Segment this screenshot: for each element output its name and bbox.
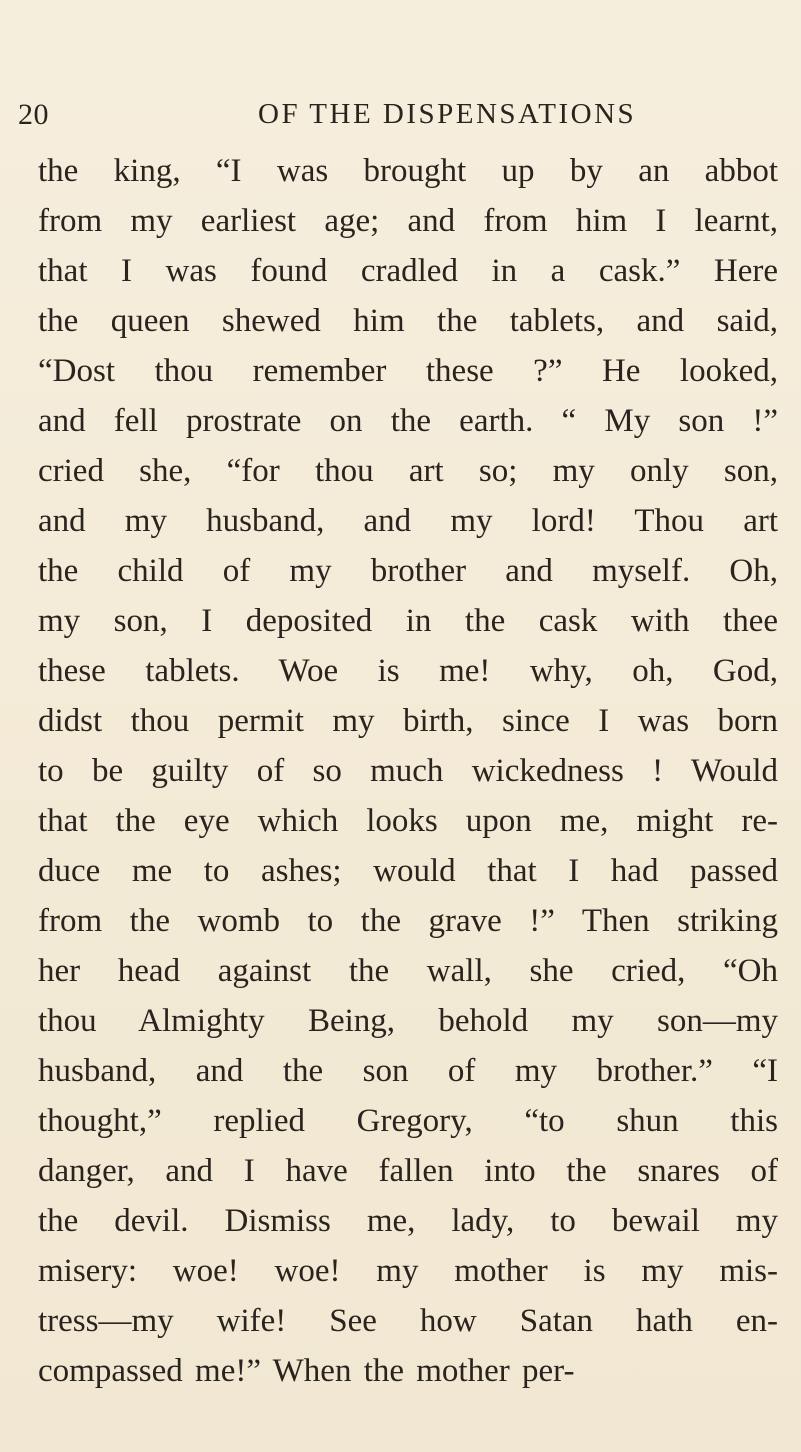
text-line: and my husband, and my lord! Thou art [38,503,778,539]
page-number: 20 [18,98,49,131]
text-line: compassed me!” When the mother per- [38,1353,575,1389]
text-line: danger, and I have fallen into the snares of [38,1153,778,1189]
text-line: and fell prostrate on the earth. “ My son !” [38,403,778,439]
text-line: that I was found cradled in a cask.” Here [38,253,778,289]
text-line: from my earliest age; and from him I learnt, [38,203,778,239]
text-line: that the eye which looks upon me, might re- [38,803,778,839]
text-line: to be guilty of so much wickedness ! Would [38,753,778,789]
text-line: the king, “I was brought up by an abbot [38,153,778,189]
text-line: from the womb to the grave !” Then striking [38,903,778,939]
running-head [18,98,778,138]
running-title: OF THE DISPENSATIONS [258,98,637,130]
text-line: the queen shewed him the tablets, and said, [38,303,778,339]
text-line: thought,” replied Gregory, “to shun this [38,1103,778,1139]
text-line: tress—my wife! See how Satan hath en- [38,1303,778,1339]
text-line: thou Almighty Being, behold my son—my [38,1003,778,1039]
body-text [38,146,778,1396]
text-line: these tablets. Woe is me! why, oh, God, [38,653,778,689]
text-line: husband, and the son of my brother.” “I [38,1053,778,1089]
text-line: my son, I deposited in the cask with thee [38,603,778,639]
text-line: misery: woe! woe! my mother is my mis- [38,1253,778,1289]
text-line: didst thou permit my birth, since I was born [38,703,778,739]
text-line: “Dost thou remember these ?” He looked, [38,353,778,389]
text-line: the devil. Dismiss me, lady, to bewail my [38,1203,778,1239]
text-line: the child of my brother and myself. Oh, [38,553,778,589]
text-line: cried she, “for thou art so; my only son, [38,453,778,489]
text-line: duce me to ashes; would that I had passed [38,853,778,889]
text-line: her head against the wall, she cried, “Oh [38,953,778,989]
